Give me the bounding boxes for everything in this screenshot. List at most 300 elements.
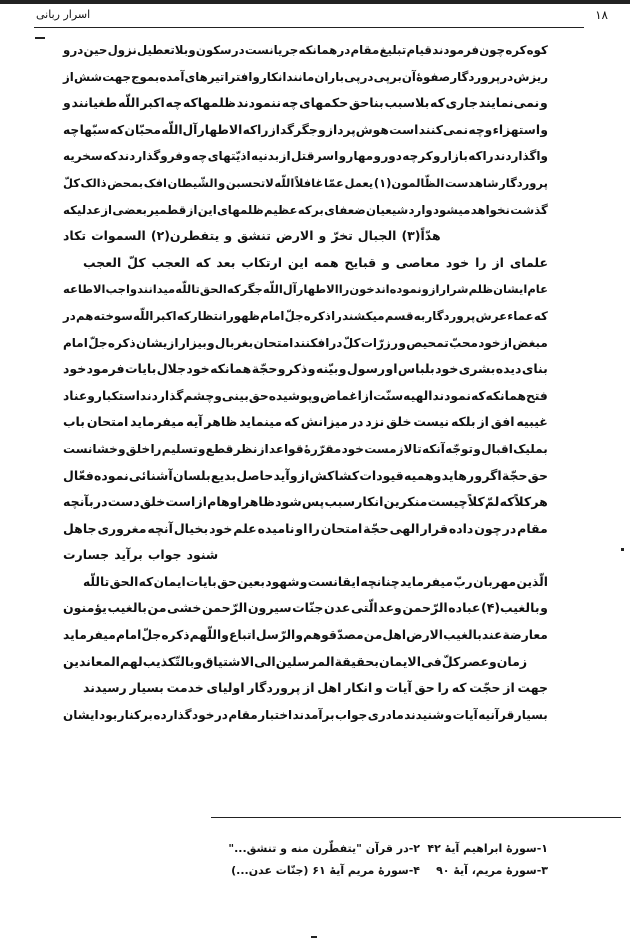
word: رسیدند bbox=[83, 680, 127, 696]
text-line bbox=[63, 197, 548, 224]
word: را bbox=[150, 441, 162, 456]
word: علم bbox=[233, 520, 257, 536]
word: اولیای bbox=[206, 680, 245, 696]
word: الرّحمن bbox=[402, 600, 448, 616]
word: خون bbox=[349, 282, 375, 297]
word: اللّه bbox=[133, 308, 154, 323]
word: ایشان bbox=[63, 707, 99, 722]
word: بعد bbox=[216, 254, 236, 270]
word: چون bbox=[479, 43, 506, 57]
word: و bbox=[194, 653, 203, 669]
word: الاشتیاق bbox=[202, 653, 255, 669]
word: پی bbox=[344, 69, 361, 84]
page-number: ۱۸ bbox=[595, 8, 608, 22]
word: از bbox=[101, 202, 113, 217]
word: از bbox=[428, 282, 440, 297]
word: اسر bbox=[314, 149, 339, 164]
word: شهود bbox=[265, 574, 300, 589]
word: درافکنند bbox=[293, 335, 343, 350]
word: لهم bbox=[119, 653, 143, 669]
word: نزد bbox=[365, 414, 385, 430]
text-line bbox=[63, 622, 548, 649]
word: شش bbox=[73, 69, 103, 84]
scan-mark bbox=[621, 548, 624, 551]
word: بلاسبب bbox=[384, 95, 430, 111]
word: و bbox=[218, 175, 226, 190]
word: بآنچه bbox=[63, 494, 94, 510]
word: کلّ bbox=[63, 175, 80, 190]
word: المعاندین bbox=[63, 653, 120, 669]
word: و bbox=[277, 361, 286, 377]
word: میفرماید bbox=[130, 414, 185, 430]
word: و bbox=[444, 707, 453, 722]
word: پروردگار bbox=[425, 308, 476, 323]
word: بنای bbox=[521, 361, 548, 377]
word: آمده bbox=[159, 69, 185, 84]
word: که bbox=[138, 574, 154, 589]
word: خود bbox=[63, 361, 87, 377]
word: جگر bbox=[240, 282, 263, 297]
word: در bbox=[93, 494, 108, 510]
word: ظاهر bbox=[204, 414, 238, 430]
word: دور bbox=[381, 149, 402, 164]
word: الّتی bbox=[350, 600, 378, 616]
word: کلّ bbox=[441, 653, 461, 669]
word: ر bbox=[391, 335, 399, 350]
word: العجب bbox=[151, 254, 190, 270]
word: تنشق bbox=[237, 228, 271, 244]
word: و bbox=[488, 653, 497, 669]
word: میشود bbox=[432, 202, 471, 217]
word: غیبیه bbox=[516, 414, 548, 430]
word: تاللّه bbox=[175, 282, 200, 297]
word: سنّت bbox=[373, 388, 404, 403]
footnote-4: ۴-سورهٔ مریم آیهٔ ۶۱ (جنّات عدن...) bbox=[231, 864, 420, 877]
word: که bbox=[297, 202, 312, 217]
word: بموج bbox=[131, 69, 160, 84]
footnote-3: ۳-سورهٔ مریم، آیهٔ ۹۰ bbox=[436, 864, 548, 877]
word: از bbox=[195, 494, 207, 510]
word: برآمدند bbox=[292, 707, 335, 722]
word: که bbox=[430, 95, 445, 111]
word: کلاً bbox=[467, 494, 485, 510]
word: عماء bbox=[507, 308, 534, 323]
word: تا bbox=[412, 441, 422, 456]
word: اهل bbox=[382, 628, 407, 643]
word: و bbox=[433, 149, 441, 164]
word: وعد bbox=[378, 600, 402, 616]
text-line bbox=[63, 409, 548, 436]
word: حکمهای bbox=[299, 95, 349, 111]
word: بلکه bbox=[450, 414, 476, 430]
word: و bbox=[299, 574, 308, 589]
text-line bbox=[63, 223, 548, 250]
word: مبغض bbox=[512, 335, 548, 350]
word: خود bbox=[478, 335, 501, 350]
text-line bbox=[63, 250, 548, 277]
word: مانند bbox=[286, 69, 315, 84]
word: و bbox=[63, 43, 71, 57]
word: الرّحمن bbox=[201, 600, 248, 616]
word: از bbox=[477, 414, 489, 430]
word: در bbox=[63, 308, 76, 323]
word: و bbox=[338, 361, 347, 377]
word: رهاید bbox=[441, 467, 475, 483]
text-line bbox=[63, 649, 548, 676]
word: منکرین bbox=[383, 494, 428, 510]
word: ایمان bbox=[153, 574, 186, 589]
word: گذشت bbox=[510, 202, 548, 217]
word: عمّا bbox=[323, 175, 344, 190]
word: بعضی bbox=[112, 202, 147, 217]
word: العجب bbox=[83, 254, 122, 270]
word: دیده bbox=[495, 361, 522, 377]
word: حق‌بینی bbox=[221, 388, 269, 403]
word: عصر bbox=[460, 653, 489, 669]
word: چه bbox=[165, 95, 183, 111]
word: و bbox=[540, 95, 548, 111]
word: ربّ bbox=[453, 574, 473, 589]
word: جواب bbox=[334, 707, 368, 722]
word: ظهور bbox=[226, 308, 260, 323]
word: الایمان bbox=[378, 653, 422, 669]
text-line bbox=[63, 303, 548, 330]
word: بسیار bbox=[129, 680, 164, 696]
word: اللّهم bbox=[189, 628, 222, 643]
word: مصدّقوهم bbox=[303, 628, 364, 643]
word: عام bbox=[527, 282, 548, 297]
text-line bbox=[63, 542, 548, 569]
word: الی bbox=[254, 653, 276, 669]
word: میکشند bbox=[342, 308, 385, 323]
word: بر bbox=[390, 69, 402, 84]
word: و bbox=[252, 69, 260, 84]
word: عرش bbox=[475, 308, 508, 323]
word: تسلیم bbox=[161, 441, 198, 456]
text-line bbox=[63, 37, 548, 64]
word: سخریه bbox=[63, 149, 103, 164]
word: تمحیص bbox=[406, 335, 449, 350]
word: آل‌اللّه bbox=[262, 282, 297, 297]
word: شرار bbox=[439, 282, 469, 297]
word: جلّ bbox=[88, 335, 108, 350]
word: از bbox=[279, 149, 291, 164]
word: الحق bbox=[199, 282, 227, 297]
word: چیست bbox=[427, 494, 468, 510]
word: نیست bbox=[413, 414, 450, 430]
word: لاتحسبن bbox=[225, 175, 274, 190]
word: زرّات bbox=[360, 335, 391, 350]
word: بر bbox=[312, 202, 324, 217]
word: بیزار bbox=[178, 335, 207, 350]
word: در bbox=[502, 520, 517, 536]
word: من bbox=[363, 628, 383, 643]
word: ذکره bbox=[161, 628, 190, 643]
word: الرّسل bbox=[255, 628, 296, 643]
word: آن bbox=[401, 69, 416, 84]
word: توجّه bbox=[445, 441, 474, 456]
word: بلاتعطیل bbox=[137, 43, 189, 57]
footnote-rule bbox=[211, 817, 621, 818]
word: همانکه bbox=[210, 361, 252, 377]
word: اختبار bbox=[258, 707, 293, 722]
word: هر bbox=[531, 494, 548, 510]
word: پروردگار bbox=[499, 175, 548, 190]
word: معارضة bbox=[502, 628, 548, 643]
word: ارتکاب bbox=[241, 254, 282, 270]
body-text bbox=[63, 37, 548, 728]
word: او bbox=[385, 361, 398, 377]
word: قیودات bbox=[359, 467, 404, 483]
word: اقبال bbox=[481, 441, 513, 456]
word: را bbox=[308, 520, 320, 536]
word: آیه bbox=[186, 414, 203, 430]
text-line bbox=[63, 276, 548, 303]
word: هوش‌پرداز bbox=[326, 122, 389, 137]
word: حاصل bbox=[236, 467, 274, 483]
word: انکار bbox=[344, 680, 373, 696]
word: و bbox=[373, 149, 382, 164]
word: و bbox=[289, 467, 298, 483]
word: تخرّ bbox=[331, 228, 353, 244]
word: و bbox=[295, 628, 303, 643]
word: الهیه bbox=[403, 388, 433, 403]
word: که bbox=[470, 388, 486, 403]
word: افترا bbox=[224, 69, 253, 84]
word: گذاردند bbox=[139, 388, 184, 403]
word: قرآنیه bbox=[478, 707, 515, 722]
word: السموات bbox=[91, 228, 146, 244]
word: بود bbox=[99, 707, 118, 722]
word: ایشان bbox=[493, 282, 528, 297]
text-line bbox=[63, 516, 548, 543]
word: اکبر bbox=[140, 95, 165, 111]
word: بسیار bbox=[514, 707, 548, 722]
word: میفرماید bbox=[63, 628, 116, 643]
word: و bbox=[421, 282, 429, 297]
word: مقام bbox=[228, 707, 258, 722]
word: یؤمنون bbox=[63, 600, 107, 616]
word: یعمل bbox=[344, 175, 374, 190]
word: و bbox=[221, 628, 229, 643]
word: کلاًکه bbox=[499, 494, 532, 510]
word: شود bbox=[275, 494, 302, 510]
word: اغماض bbox=[320, 388, 362, 403]
word: در bbox=[231, 43, 245, 57]
word: بلباس bbox=[397, 361, 435, 377]
word: عناد bbox=[63, 388, 88, 403]
word: امتحان bbox=[320, 520, 363, 536]
word: به bbox=[413, 308, 426, 323]
word: بعین bbox=[237, 574, 265, 589]
word: سوخته bbox=[93, 308, 133, 323]
word: اکبر bbox=[153, 308, 177, 323]
word: انکار bbox=[355, 494, 384, 510]
word: آل‌اللّه bbox=[161, 122, 198, 137]
word: جریانست bbox=[244, 43, 299, 57]
footnote-2: ۲-در قرآن "یتفطّرن منه و تنشق..." bbox=[228, 842, 420, 855]
word: یتفطرن(۲) bbox=[150, 228, 220, 244]
word: خود bbox=[445, 254, 470, 270]
text-line bbox=[63, 489, 548, 516]
word: لمّ bbox=[484, 494, 500, 510]
word: انکار bbox=[259, 69, 287, 84]
word: در bbox=[349, 414, 364, 430]
word: همانکه bbox=[298, 43, 338, 57]
word: ظلمهای bbox=[217, 202, 264, 217]
word: و bbox=[540, 122, 548, 137]
word: سکون bbox=[195, 43, 232, 57]
word: از bbox=[500, 335, 512, 350]
word: بالغیب(۴) bbox=[480, 600, 540, 616]
word: چه bbox=[63, 122, 80, 137]
word: در bbox=[214, 707, 228, 722]
word: است bbox=[165, 494, 196, 510]
word: وچشم bbox=[183, 388, 222, 403]
word: محبّ bbox=[449, 335, 478, 350]
word: خلق bbox=[139, 494, 166, 510]
word: عظیم bbox=[264, 202, 298, 217]
word: عباده bbox=[448, 600, 481, 616]
word: الحق bbox=[109, 574, 139, 589]
word: امتحان bbox=[253, 335, 294, 350]
text-line bbox=[63, 595, 548, 622]
word: جلّ bbox=[141, 628, 162, 643]
word: جسارت bbox=[63, 547, 110, 563]
word: آید bbox=[273, 467, 290, 483]
word: ایقانست bbox=[307, 574, 361, 589]
word: ریزش bbox=[513, 69, 548, 84]
word: که bbox=[103, 149, 118, 164]
text-line bbox=[63, 170, 548, 197]
word: گذارده bbox=[153, 707, 192, 722]
word: نمی‌کنند bbox=[418, 122, 469, 137]
word: و bbox=[207, 335, 215, 350]
word: و bbox=[318, 122, 326, 137]
word: پوشیده bbox=[268, 388, 313, 403]
word: فعّال bbox=[63, 467, 94, 483]
word: که bbox=[226, 282, 241, 297]
text-line bbox=[63, 569, 548, 596]
word: نظر bbox=[233, 441, 258, 456]
word: ظاهر bbox=[241, 494, 275, 510]
word: را bbox=[437, 680, 449, 696]
text-line bbox=[63, 463, 548, 490]
word: بیّنه bbox=[315, 361, 339, 377]
word: از bbox=[63, 69, 74, 84]
word: نمی‌نمایند bbox=[478, 95, 540, 111]
word: جلّ bbox=[284, 308, 304, 323]
word: همه bbox=[314, 254, 339, 270]
word: نمودند bbox=[432, 388, 471, 403]
word: الارض bbox=[275, 228, 314, 244]
word: الجبال bbox=[357, 228, 397, 244]
word: عدلیکه bbox=[63, 202, 101, 217]
text-line bbox=[63, 330, 548, 357]
word: بغربال bbox=[214, 335, 254, 350]
word: من bbox=[147, 600, 167, 616]
word: قرار bbox=[420, 520, 448, 536]
word: در bbox=[500, 69, 514, 84]
word: که bbox=[195, 254, 211, 270]
word: کلّ bbox=[342, 335, 361, 350]
word: اگر bbox=[482, 467, 502, 483]
word: داده bbox=[448, 520, 474, 536]
word: میزانش bbox=[300, 414, 348, 430]
word: و bbox=[87, 388, 95, 403]
word: خدمت bbox=[166, 680, 204, 696]
text-line bbox=[63, 675, 548, 702]
word: ذکره bbox=[303, 308, 331, 323]
word: راکه bbox=[242, 122, 269, 137]
word: امام bbox=[115, 628, 142, 643]
word: فی bbox=[421, 653, 442, 669]
word: چون bbox=[474, 520, 502, 536]
word: آشنائی bbox=[128, 467, 173, 483]
word: بملیک bbox=[513, 441, 548, 456]
word: از bbox=[257, 441, 269, 456]
word: مادری bbox=[367, 707, 404, 722]
word: تیرهای bbox=[184, 69, 225, 84]
word: نامیده bbox=[257, 520, 295, 536]
word: الظّالمون(۱) bbox=[373, 175, 445, 190]
word: اوهام bbox=[207, 494, 242, 510]
word: خشی bbox=[167, 600, 202, 616]
word: فروگذاردند bbox=[117, 149, 184, 164]
word: همانکه bbox=[485, 388, 526, 403]
word: تکاد bbox=[63, 228, 87, 244]
word: و bbox=[473, 441, 481, 456]
text-line bbox=[63, 383, 548, 410]
word: الشّیطان bbox=[167, 175, 218, 190]
word: اللّه bbox=[274, 175, 295, 190]
word: قسم bbox=[384, 308, 414, 323]
word: پی bbox=[373, 69, 390, 84]
word: آنچه bbox=[147, 520, 173, 536]
word: طغیانند bbox=[71, 95, 118, 111]
word: بلسان bbox=[172, 467, 211, 483]
word: که bbox=[451, 680, 467, 696]
word: معاصی bbox=[395, 254, 441, 270]
word: نموده‌اند bbox=[374, 282, 422, 297]
text-line bbox=[63, 356, 548, 383]
word: پس bbox=[301, 494, 325, 510]
word: و bbox=[188, 43, 196, 57]
word: حجّة bbox=[363, 520, 389, 536]
word: قیام bbox=[406, 43, 432, 57]
word: شیعیان bbox=[366, 202, 409, 217]
word: ذکره bbox=[107, 335, 136, 350]
word: و bbox=[224, 228, 233, 244]
word: از bbox=[303, 680, 315, 696]
word: تبلیغ bbox=[379, 43, 407, 57]
word: و bbox=[183, 149, 191, 164]
word: خود bbox=[435, 361, 459, 377]
word: در bbox=[337, 43, 351, 57]
word: میدانند bbox=[137, 282, 176, 297]
word: سبّها bbox=[79, 122, 110, 137]
word: بمحض bbox=[107, 175, 144, 190]
word: خود bbox=[341, 441, 364, 456]
word: در bbox=[360, 69, 374, 84]
word: قطمیر bbox=[147, 202, 187, 217]
word: پروردگار bbox=[247, 680, 301, 696]
word: او bbox=[295, 520, 308, 536]
word: مقام bbox=[517, 520, 548, 536]
word: هم bbox=[75, 308, 94, 323]
word: جلال bbox=[156, 361, 187, 377]
word: کشاکش bbox=[309, 467, 360, 483]
